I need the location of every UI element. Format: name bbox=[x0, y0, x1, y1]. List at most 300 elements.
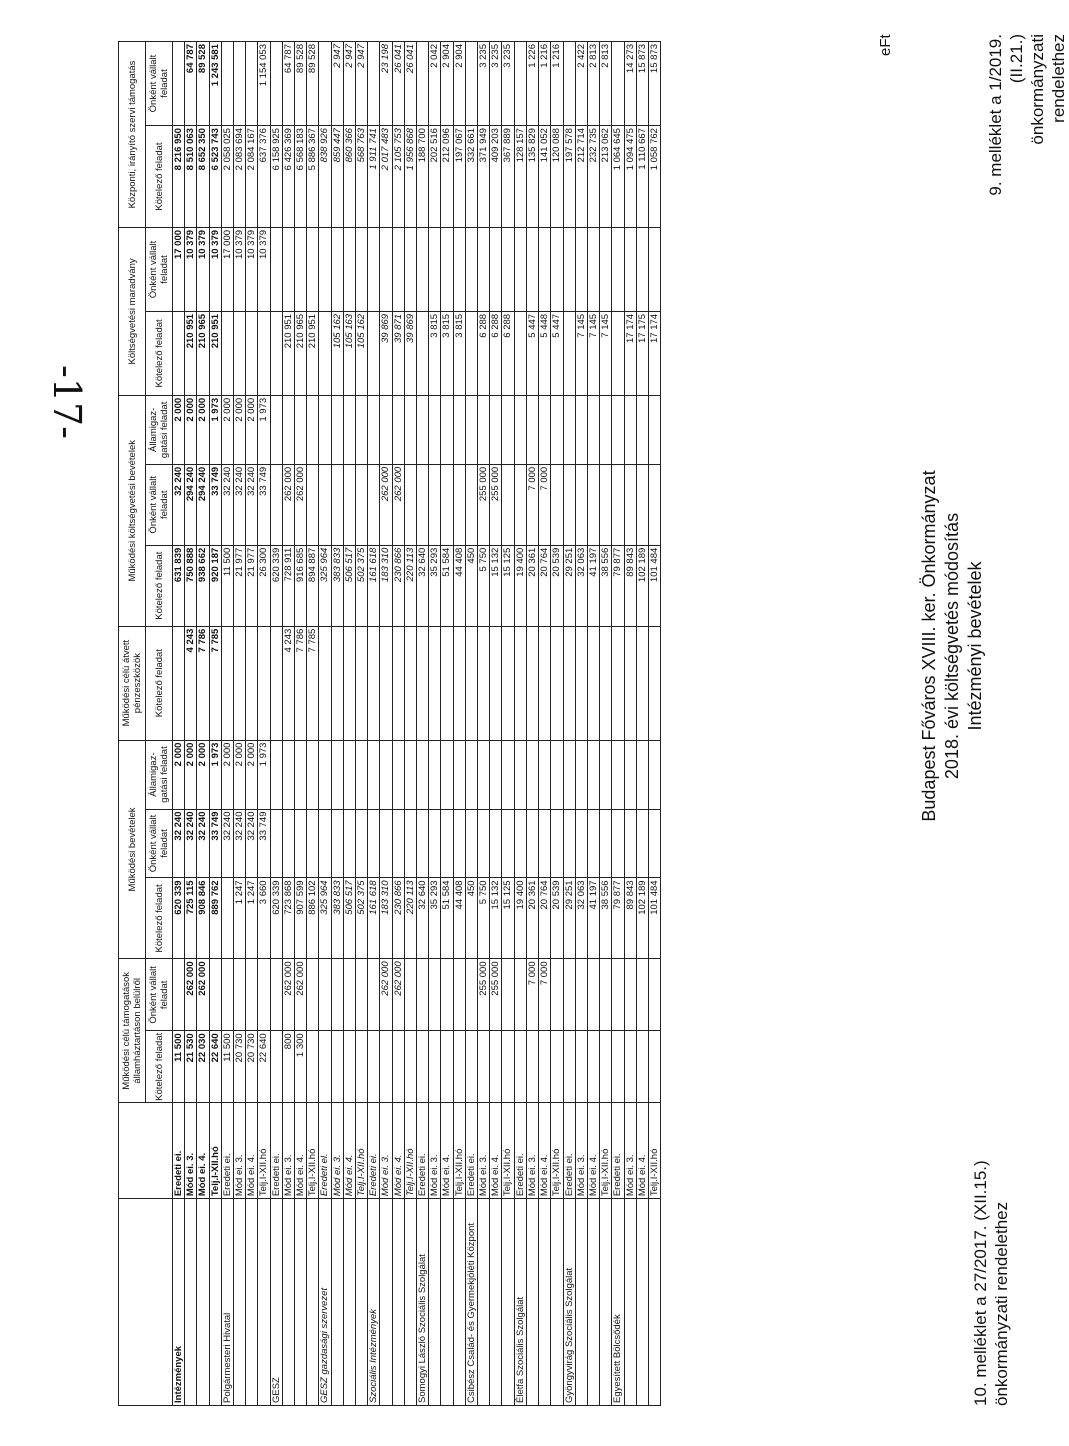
row-stage-label: Telj.I-XII.hó bbox=[502, 1103, 514, 1199]
table-cell: 89 843 bbox=[624, 545, 636, 626]
table-cell: 1 247 bbox=[234, 878, 246, 959]
table-cell: 450 bbox=[465, 878, 477, 959]
table-cell: 2 000 bbox=[234, 740, 246, 809]
table-cell bbox=[612, 42, 624, 126]
table-cell: 230 866 bbox=[392, 878, 404, 959]
table-cell bbox=[295, 395, 307, 464]
table-cell bbox=[624, 227, 636, 311]
table-cell: 32 240 bbox=[246, 464, 258, 545]
table-cell: 10 379 bbox=[197, 227, 209, 311]
table-cell bbox=[343, 740, 355, 809]
row-unit-name bbox=[526, 1199, 538, 1406]
table-cell bbox=[514, 227, 526, 311]
table-row bbox=[282, 42, 294, 1406]
annex-left-line1: 10. melléklet a 27/2017. (XII.15.) bbox=[971, 1160, 990, 1406]
table-cell: 23 198 bbox=[380, 42, 392, 126]
table-cell bbox=[612, 395, 624, 464]
table-cell bbox=[600, 227, 612, 311]
table-cell: 294 240 bbox=[185, 464, 197, 545]
table-cell: 17 175 bbox=[636, 311, 648, 395]
table-cell: 44 408 bbox=[453, 545, 465, 626]
title-line2: 2018. évi költségvetés módosítás bbox=[942, 512, 962, 780]
table-row bbox=[404, 42, 416, 1406]
table-cell: 262 000 bbox=[380, 464, 392, 545]
table-cell: 32 240 bbox=[185, 809, 197, 878]
header-group-support: Működési célú támogatások államháztartáson belülről bbox=[119, 959, 146, 1103]
revenue-table bbox=[118, 41, 661, 1406]
row-unit-name bbox=[356, 1199, 368, 1406]
table-cell bbox=[429, 959, 441, 1031]
row-unit-name: Életfa Szociális Szolgálat bbox=[514, 1199, 526, 1406]
table-cell bbox=[636, 227, 648, 311]
annex-left-line2: önkormányzati rendelethez bbox=[992, 1201, 1011, 1406]
table-cell: 101 484 bbox=[648, 545, 660, 626]
table-cell bbox=[429, 1031, 441, 1103]
table-cell bbox=[429, 227, 441, 311]
table-cell: 232 735 bbox=[587, 126, 599, 228]
table-cell: 197 067 bbox=[453, 126, 465, 228]
table-row bbox=[380, 42, 392, 1406]
table-cell bbox=[417, 395, 429, 464]
table-cell: 1 058 762 bbox=[648, 126, 660, 228]
table-cell: 4 243 bbox=[282, 626, 294, 740]
table-cell: 7 000 bbox=[526, 959, 538, 1031]
row-stage-label: Telj.I-XII.hó bbox=[307, 1103, 319, 1199]
table-cell bbox=[282, 227, 294, 311]
header-group-operating-budget: Működési költségvetési bevételek bbox=[119, 395, 146, 626]
table-cell: 4 243 bbox=[185, 626, 197, 740]
row-unit-name bbox=[404, 1199, 416, 1406]
table-cell: 41 197 bbox=[587, 545, 599, 626]
table-cell: 17 174 bbox=[648, 311, 660, 395]
table-cell: 188 700 bbox=[417, 126, 429, 228]
table-cell: 32 240 bbox=[173, 464, 185, 545]
table-cell bbox=[270, 809, 282, 878]
table-cell bbox=[319, 809, 331, 878]
table-cell: 64 787 bbox=[185, 42, 197, 126]
table-cell bbox=[453, 464, 465, 545]
table-cell: 728 911 bbox=[282, 545, 294, 626]
table-cell bbox=[514, 311, 526, 395]
table-cell bbox=[575, 464, 587, 545]
table-cell bbox=[502, 227, 514, 311]
table-cell: 255 000 bbox=[490, 959, 502, 1031]
table-cell: 20 539 bbox=[551, 545, 563, 626]
table-cell: 32 240 bbox=[234, 464, 246, 545]
table-cell: 262 000 bbox=[185, 959, 197, 1031]
row-unit-name bbox=[441, 1199, 453, 1406]
table-row bbox=[539, 42, 551, 1406]
table-cell: 2 000 bbox=[197, 740, 209, 809]
table-cell bbox=[478, 227, 490, 311]
table-cell: 7 000 bbox=[526, 464, 538, 545]
table-cell bbox=[441, 227, 453, 311]
table-cell: 29 251 bbox=[563, 878, 575, 959]
table-cell bbox=[270, 626, 282, 740]
table-cell: 2 947 bbox=[343, 42, 355, 126]
table-cell: 3 815 bbox=[453, 311, 465, 395]
table-cell bbox=[417, 1031, 429, 1103]
table-cell: 332 661 bbox=[465, 126, 477, 228]
table-cell bbox=[575, 959, 587, 1031]
table-cell bbox=[368, 464, 380, 545]
row-stage-label: Mód ei. 3. bbox=[478, 1103, 490, 1199]
table-cell: 102 189 bbox=[636, 545, 648, 626]
table-cell: 20 730 bbox=[234, 1031, 246, 1103]
table-cell bbox=[319, 227, 331, 311]
table-cell: 262 000 bbox=[295, 959, 307, 1031]
table-cell bbox=[587, 464, 599, 545]
table-cell: 7 786 bbox=[197, 626, 209, 740]
table-cell: 725 115 bbox=[185, 878, 197, 959]
table-cell bbox=[234, 42, 246, 126]
table-cell: 2 058 025 bbox=[221, 126, 233, 228]
table-cell bbox=[490, 809, 502, 878]
table-cell bbox=[526, 626, 538, 740]
table-cell: 11 500 bbox=[221, 545, 233, 626]
table-cell bbox=[551, 227, 563, 311]
table-cell: 3 235 bbox=[490, 42, 502, 126]
row-stage-label: Eredeti el. bbox=[319, 1103, 331, 1199]
table-cell bbox=[563, 227, 575, 311]
table-row bbox=[185, 42, 197, 1406]
table-cell: 17 000 bbox=[221, 227, 233, 311]
table-cell bbox=[343, 626, 355, 740]
table-cell bbox=[258, 311, 270, 395]
table-cell: 7 145 bbox=[587, 311, 599, 395]
table-cell: 183 310 bbox=[380, 545, 392, 626]
table-cell bbox=[453, 395, 465, 464]
table-cell: 32 240 bbox=[221, 464, 233, 545]
row-unit-name bbox=[478, 1199, 490, 1406]
table-cell bbox=[478, 395, 490, 464]
header-kotelezo: Kötelező feladat bbox=[146, 878, 173, 959]
table-row bbox=[636, 42, 648, 1406]
table-cell bbox=[514, 42, 526, 126]
header-onkent: Önként vállalt feladat bbox=[146, 464, 173, 545]
row-stage-label: Mód ei. 3. bbox=[234, 1103, 246, 1199]
table-cell: 197 578 bbox=[563, 126, 575, 228]
header-group-operating: Működési bevételek bbox=[119, 740, 146, 959]
table-cell bbox=[429, 464, 441, 545]
table-cell bbox=[624, 395, 636, 464]
table-cell bbox=[392, 395, 404, 464]
table-cell: 2 422 bbox=[575, 42, 587, 126]
table-cell: 105 162 bbox=[331, 311, 343, 395]
row-unit-name: Intézmények bbox=[173, 1199, 185, 1406]
table-cell bbox=[600, 395, 612, 464]
table-cell bbox=[392, 626, 404, 740]
table-header bbox=[119, 42, 173, 1406]
table-cell: 860 366 bbox=[343, 126, 355, 228]
header-kotelezo: Kötelező feladat bbox=[146, 626, 173, 740]
row-stage-label: Telj.I-XII.hó bbox=[648, 1103, 660, 1199]
table-cell bbox=[575, 395, 587, 464]
table-cell bbox=[563, 311, 575, 395]
table-cell: 620 339 bbox=[270, 545, 282, 626]
table-cell: 212 714 bbox=[575, 126, 587, 228]
table-cell bbox=[429, 395, 441, 464]
table-cell bbox=[417, 42, 429, 126]
table-cell: 262 000 bbox=[380, 959, 392, 1031]
table-cell: 105 162 bbox=[356, 311, 368, 395]
table-cell bbox=[490, 395, 502, 464]
table-cell: 32 063 bbox=[575, 545, 587, 626]
table-cell bbox=[514, 959, 526, 1031]
row-stage-label: Eredeti ei. bbox=[514, 1103, 526, 1199]
table-cell: 2 813 bbox=[587, 42, 599, 126]
table-cell bbox=[429, 809, 441, 878]
table-row bbox=[197, 42, 209, 1406]
row-unit-name bbox=[380, 1199, 392, 1406]
table-row bbox=[246, 42, 258, 1406]
table-cell bbox=[380, 227, 392, 311]
table-cell bbox=[575, 809, 587, 878]
annex-right-line2: önkormányzati rendelethez bbox=[1028, 34, 1068, 145]
table-cell bbox=[612, 311, 624, 395]
table-cell bbox=[465, 959, 477, 1031]
row-unit-name bbox=[343, 1199, 355, 1406]
table-cell: 38 556 bbox=[600, 878, 612, 959]
table-cell: 255 000 bbox=[490, 464, 502, 545]
table-cell bbox=[331, 809, 343, 878]
header-onkent: Önként vállalt feladat bbox=[146, 959, 173, 1031]
table-cell: 210 965 bbox=[197, 311, 209, 395]
header-onkent: Önként vállalt feladat bbox=[146, 42, 173, 126]
table-cell: 800 bbox=[282, 1031, 294, 1103]
table-cell bbox=[478, 1031, 490, 1103]
table-cell: 128 157 bbox=[514, 126, 526, 228]
row-unit-name: Csibész Család- és Gyermekjóléti Központ bbox=[465, 1199, 477, 1406]
table-cell: 10 379 bbox=[258, 227, 270, 311]
table-cell bbox=[429, 740, 441, 809]
table-cell: 32 240 bbox=[221, 809, 233, 878]
table-cell bbox=[612, 959, 624, 1031]
table-cell: 230 866 bbox=[392, 545, 404, 626]
table-cell: 3 815 bbox=[441, 311, 453, 395]
table-cell bbox=[319, 740, 331, 809]
table-cell: 262 000 bbox=[197, 959, 209, 1031]
table-cell bbox=[526, 809, 538, 878]
table-cell bbox=[282, 809, 294, 878]
table-cell: 262 000 bbox=[392, 959, 404, 1031]
table-cell bbox=[356, 809, 368, 878]
row-stage-label: Mód ei. 3. bbox=[380, 1103, 392, 1199]
table-cell bbox=[514, 626, 526, 740]
row-stage-label: Mód ei. 3. bbox=[575, 1103, 587, 1199]
table-cell bbox=[221, 42, 233, 126]
table-cell bbox=[624, 626, 636, 740]
table-cell: 20 730 bbox=[246, 1031, 258, 1103]
header-blank-name bbox=[119, 1199, 173, 1406]
table-cell: 10 379 bbox=[209, 227, 221, 311]
table-cell bbox=[441, 959, 453, 1031]
table-cell: 1 300 bbox=[295, 1031, 307, 1103]
table-cell bbox=[453, 626, 465, 740]
table-cell bbox=[282, 395, 294, 464]
table-cell bbox=[478, 809, 490, 878]
row-unit-name bbox=[258, 1199, 270, 1406]
table-cell: 135 829 bbox=[526, 126, 538, 228]
table-cell: 8 652 350 bbox=[197, 126, 209, 228]
table-cell: 1 154 053 bbox=[258, 42, 270, 126]
table-cell bbox=[563, 464, 575, 545]
table-cell bbox=[465, 740, 477, 809]
table-cell: 89 843 bbox=[624, 878, 636, 959]
row-stage-label: Mód ei. 4. bbox=[343, 1103, 355, 1199]
table-cell: 101 484 bbox=[648, 878, 660, 959]
table-cell bbox=[319, 42, 331, 126]
table-cell: 1 973 bbox=[258, 395, 270, 464]
table-row bbox=[575, 42, 587, 1406]
table-cell: 35 293 bbox=[429, 878, 441, 959]
table-cell: 15 132 bbox=[490, 878, 502, 959]
table-cell: 2 947 bbox=[331, 42, 343, 126]
table-row bbox=[307, 42, 319, 1406]
table-cell bbox=[380, 626, 392, 740]
table-cell: 2 000 bbox=[173, 740, 185, 809]
table-cell bbox=[563, 395, 575, 464]
table-cell bbox=[539, 809, 551, 878]
table-cell: 33 749 bbox=[209, 464, 221, 545]
table-cell: 2 000 bbox=[185, 740, 197, 809]
table-cell: 220 113 bbox=[404, 545, 416, 626]
row-stage-label: Mód ei. 4. bbox=[246, 1103, 258, 1199]
table-cell bbox=[441, 1031, 453, 1103]
table-row bbox=[648, 42, 660, 1406]
row-unit-name bbox=[392, 1199, 404, 1406]
table-cell bbox=[441, 740, 453, 809]
table-cell: 3 235 bbox=[502, 42, 514, 126]
table-cell: 506 517 bbox=[343, 545, 355, 626]
row-stage-label: Mód ei. 4. bbox=[539, 1103, 551, 1199]
table-cell bbox=[404, 227, 416, 311]
table-cell bbox=[270, 42, 282, 126]
row-stage-label: Telj.I-XII.hó bbox=[600, 1103, 612, 1199]
table-cell: 213 062 bbox=[600, 126, 612, 228]
revenue-table-wrapper bbox=[118, 41, 661, 1406]
table-cell: 35 293 bbox=[429, 545, 441, 626]
table-cell bbox=[258, 959, 270, 1031]
table-cell: 1 911 741 bbox=[368, 126, 380, 228]
table-cell bbox=[539, 1031, 551, 1103]
table-row bbox=[441, 42, 453, 1406]
table-cell: 51 584 bbox=[441, 878, 453, 959]
table-cell bbox=[270, 311, 282, 395]
row-unit-name bbox=[307, 1199, 319, 1406]
table-cell bbox=[526, 1031, 538, 1103]
table-cell bbox=[514, 1031, 526, 1103]
table-cell: 2 000 bbox=[221, 740, 233, 809]
unit-label: eFt bbox=[877, 34, 894, 56]
table-cell: 255 000 bbox=[478, 959, 490, 1031]
table-cell bbox=[441, 464, 453, 545]
table-cell: 120 088 bbox=[551, 126, 563, 228]
row-unit-name bbox=[539, 1199, 551, 1406]
row-unit-name bbox=[209, 1199, 221, 1406]
table-cell: 44 408 bbox=[453, 878, 465, 959]
table-cell bbox=[380, 395, 392, 464]
header-group-transferred: Működési célú átvett pénzeszközök bbox=[119, 626, 146, 740]
table-cell bbox=[221, 959, 233, 1031]
table-cell bbox=[600, 1031, 612, 1103]
table-cell bbox=[575, 740, 587, 809]
table-cell: 32 240 bbox=[173, 809, 185, 878]
table-cell: 1 216 bbox=[551, 42, 563, 126]
header-group-residual: Költségvetési maradvány bbox=[119, 227, 146, 395]
table-cell: 5 447 bbox=[526, 311, 538, 395]
table-row bbox=[392, 42, 404, 1406]
table-cell bbox=[173, 42, 185, 126]
table-cell: 371 949 bbox=[478, 126, 490, 228]
table-cell: 723 868 bbox=[282, 878, 294, 959]
row-unit-name bbox=[282, 1199, 294, 1406]
table-cell bbox=[331, 959, 343, 1031]
table-cell bbox=[404, 626, 416, 740]
table-cell bbox=[648, 959, 660, 1031]
table-cell: 1 247 bbox=[246, 878, 258, 959]
table-cell: 7 785 bbox=[209, 626, 221, 740]
table-cell bbox=[563, 740, 575, 809]
table-cell bbox=[587, 626, 599, 740]
table-cell: 2 000 bbox=[197, 395, 209, 464]
table-cell bbox=[575, 227, 587, 311]
table-row bbox=[563, 42, 575, 1406]
table-cell: 20 361 bbox=[526, 878, 538, 959]
table-cell bbox=[307, 740, 319, 809]
table-cell bbox=[356, 227, 368, 311]
table-cell bbox=[465, 311, 477, 395]
table-cell: 2 084 167 bbox=[246, 126, 258, 228]
table-cell: 383 833 bbox=[331, 545, 343, 626]
table-cell: 15 873 bbox=[636, 42, 648, 126]
row-stage-label: Telj.I-XII.hó bbox=[209, 1103, 221, 1199]
table-row bbox=[526, 42, 538, 1406]
table-cell bbox=[502, 740, 514, 809]
table-cell bbox=[465, 1031, 477, 1103]
table-cell bbox=[563, 1031, 575, 1103]
table-cell: 383 833 bbox=[331, 878, 343, 959]
table-cell: 2 904 bbox=[441, 42, 453, 126]
table-cell bbox=[551, 959, 563, 1031]
table-cell bbox=[307, 1031, 319, 1103]
table-cell bbox=[392, 1031, 404, 1103]
table-cell: 29 251 bbox=[563, 545, 575, 626]
table-cell bbox=[636, 395, 648, 464]
row-stage-label: Eredeti ei. bbox=[563, 1103, 575, 1199]
table-row bbox=[551, 42, 563, 1406]
table-cell bbox=[368, 959, 380, 1031]
table-cell bbox=[587, 959, 599, 1031]
table-cell: 506 517 bbox=[343, 878, 355, 959]
table-cell bbox=[612, 464, 624, 545]
table-cell bbox=[258, 626, 270, 740]
table-cell: 920 187 bbox=[209, 545, 221, 626]
row-unit-name: GESZ gazdasági szervezet bbox=[319, 1199, 331, 1406]
table-cell: 2 813 bbox=[600, 42, 612, 126]
table-cell: 838 926 bbox=[319, 126, 331, 228]
table-cell bbox=[600, 740, 612, 809]
table-cell: 502 375 bbox=[356, 878, 368, 959]
row-unit-name bbox=[575, 1199, 587, 1406]
table-cell bbox=[514, 464, 526, 545]
table-cell: 637 376 bbox=[258, 126, 270, 228]
row-unit-name bbox=[551, 1199, 563, 1406]
header-blank-label bbox=[119, 1103, 173, 1199]
table-row bbox=[514, 42, 526, 1406]
table-cell bbox=[612, 227, 624, 311]
row-unit-name bbox=[490, 1199, 502, 1406]
